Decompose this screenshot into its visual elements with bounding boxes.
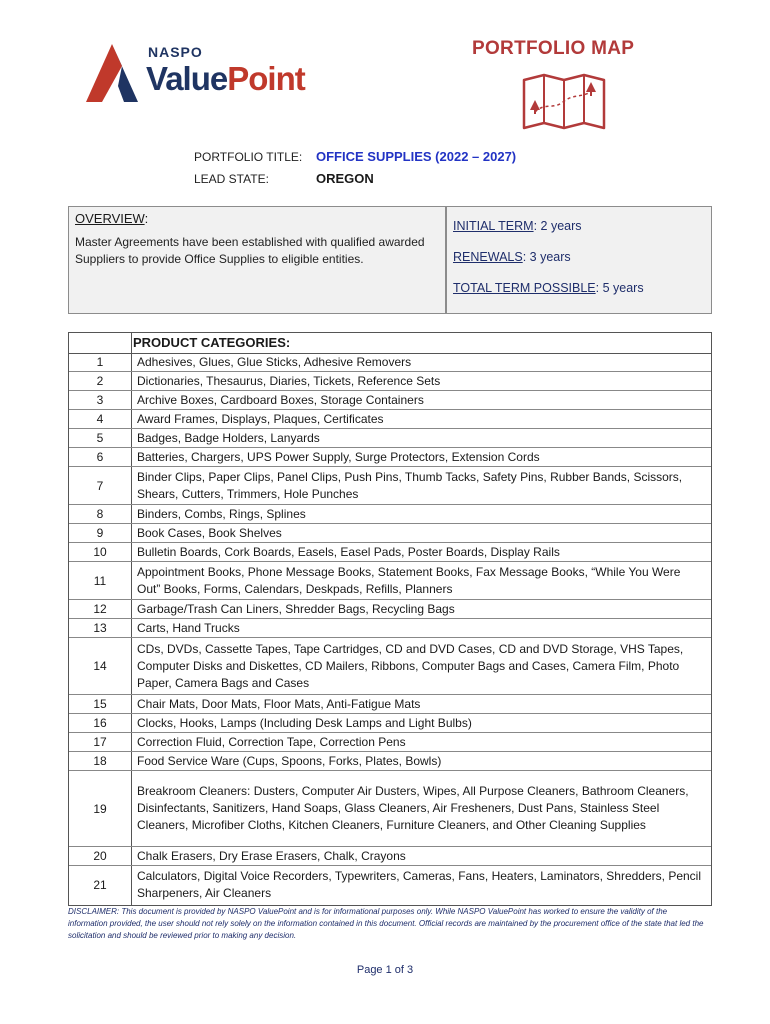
row-number: 20 <box>93 849 107 863</box>
row-category-text: Badges, Badge Holders, Lanyards <box>137 430 320 445</box>
logo-naspo-text: NASPO <box>148 44 203 60</box>
row-category-text: CDs, DVDs, Cassette Tapes, Tape Cartridges, CD and DVD Cases, CD and DVD Storage, VHS Tapes, Computer Disks and Diskettes, CD Mailers, Ribbons, Computer Bags and Cases, Camera Film, Photo Paper, Camera Bags and Cases <box>137 641 684 690</box>
page-number: Page 1 of 3 <box>356 964 414 976</box>
row-number: 2 <box>96 374 104 388</box>
row-category-text: Book Cases, Book Shelves <box>137 525 282 540</box>
row-number: 4 <box>96 412 104 426</box>
row-number: 15 <box>93 697 107 711</box>
row-number: 7 <box>96 478 104 493</box>
row-number: 17 <box>93 735 107 749</box>
row-category-text: Food Service Ware (Cups, Spoons, Forks, Plates, Bowls) <box>137 753 442 768</box>
row-category-text: Carts, Hand Trucks <box>137 620 240 635</box>
row-category-text: Breakroom Cleaners: Dusters, Computer Air Dusters, Wipes, All Purpose Cleaners, Bathroom Cleaners, Disinfectants, Sanitizers, Hand Soaps, Glass Cleaners, Air Fresheners, Dust Pans, Stainless Steel Cleaners, Microfiber Cloths, Kitchen Cleaners, Furniture Cleaners, and Other Cleaning Supplies <box>137 784 689 832</box>
document-title: PORTFOLIO MAP <box>472 38 635 59</box>
table-row <box>69 562 711 600</box>
table-row <box>69 733 711 752</box>
logo-point-part: Point <box>227 60 305 97</box>
table-row <box>69 714 711 733</box>
table-row <box>69 505 711 524</box>
row-number: 6 <box>96 450 104 464</box>
overview-box <box>68 206 446 314</box>
table-row <box>69 771 711 847</box>
table-row <box>69 429 711 448</box>
row-number: 21 <box>93 878 107 892</box>
row-number: 1 <box>96 355 104 369</box>
lead-state-value: OREGON <box>316 171 374 186</box>
table-row <box>69 638 711 695</box>
row-number: 16 <box>93 716 107 730</box>
logo-value-part: Value <box>146 60 228 97</box>
initial-term: INITIAL TERM: 2 years <box>453 219 582 233</box>
table-row <box>69 372 711 391</box>
overview-text: Master Agreements have been established with qualified awarded Suppliers to provide Office Supplies to eligible entities. <box>75 235 425 266</box>
row-number: 10 <box>93 545 107 559</box>
lead-state-label: LEAD STATE: <box>194 172 269 186</box>
row-category-text: Batteries, Chargers, UPS Power Supply, Surge Protectors, Extension Cords <box>137 449 540 464</box>
product-categories-heading: PRODUCT CATEGORIES: <box>133 335 291 350</box>
table-row <box>69 847 711 866</box>
row-category-text: Adhesives, Glues, Glue Sticks, Adhesive Removers <box>137 354 412 369</box>
table-row <box>69 600 711 619</box>
row-category-text: Binder Clips, Paper Clips, Panel Clips, Push Pins, Thumb Tacks, Safety Pins, Rubber Bands, Scissors, Shears, Cutters, Trimmers, Hole Punches <box>137 469 683 501</box>
table-row <box>69 410 711 429</box>
row-number: 9 <box>96 526 104 540</box>
table-row <box>69 391 711 410</box>
logo-mark-icon <box>82 40 142 106</box>
row-number: 3 <box>96 393 104 407</box>
row-number: 18 <box>93 754 107 768</box>
table-row <box>69 866 711 904</box>
row-category-text: Clocks, Hooks, Lamps (Including Desk Lamps and Light Bulbs) <box>137 715 472 730</box>
row-category-text: Calculators, Digital Voice Recorders, Typewriters, Cameras, Fans, Heaters, Laminators, Shredders, Pencil Sharpeners, Air Cleaners <box>137 869 702 900</box>
logo-valuepoint-text <box>146 60 305 98</box>
portfolio-title-label: PORTFOLIO TITLE: <box>194 150 303 164</box>
table-row <box>69 524 711 543</box>
row-number: 12 <box>93 602 107 616</box>
row-category-text: Award Frames, Displays, Plaques, Certificates <box>137 411 384 426</box>
row-category-text: Chair Mats, Door Mats, Floor Mats, Anti-Fatigue Mats <box>137 696 421 711</box>
table-row <box>69 467 711 505</box>
row-category-text: Archive Boxes, Cardboard Boxes, Storage Containers <box>137 392 424 407</box>
row-number: 14 <box>93 659 107 673</box>
table-row <box>69 619 711 638</box>
row-number: 8 <box>96 507 104 521</box>
row-number: 19 <box>93 801 107 816</box>
table-rows <box>69 353 711 904</box>
table-row <box>69 448 711 467</box>
overview-heading: OVERVIEW: <box>75 211 149 226</box>
row-category-text: Appointment Books, Phone Message Books, Statement Books, Fax Message Books, “While You Were Out” Books, Forms, Calendars, Deskpads, Refills, Planners <box>137 564 681 596</box>
portfolio-title-value: OFFICE SUPPLIES (2022 – 2027) <box>316 149 517 164</box>
product-categories-table <box>68 332 712 906</box>
row-category-text: Bulletin Boards, Cork Boards, Easels, Easel Pads, Poster Boards, Display Rails <box>137 544 560 559</box>
row-number: 5 <box>96 431 104 445</box>
row-category-text: Chalk Erasers, Dry Erase Erasers, Chalk, Crayons <box>137 848 406 863</box>
table-row <box>69 752 711 771</box>
row-category-text: Garbage/Trash Can Liners, Shredder Bags, Recycling Bags <box>137 601 455 616</box>
terms-box <box>446 206 712 314</box>
table-row <box>69 353 711 372</box>
total-term: TOTAL TERM POSSIBLE: 5 years <box>453 281 644 295</box>
row-category-text: Dictionaries, Thesaurus, Diaries, Tickets, Reference Sets <box>137 373 441 388</box>
row-category-text: Binders, Combs, Rings, Splines <box>137 506 306 521</box>
row-number: 13 <box>93 621 107 635</box>
table-row <box>69 695 711 714</box>
renewals-term: RENEWALS: 3 years <box>453 250 571 264</box>
row-number: 11 <box>93 573 107 588</box>
naspo-valuepoint-logo <box>82 40 305 106</box>
table-row <box>69 543 711 562</box>
disclaimer-text: DISCLAIMER: This document is provided by NASPO ValuePoint and is for informational purposes only. While NASPO ValuePoint has worked to ensure the validity of the information provided, the user should not rely solely on the information contained in this document. Official records are maintained by the procurement office of the state that led the solicitation and should be reviewed prior to making any decision. <box>68 907 704 940</box>
table-header <box>69 333 711 354</box>
row-category-text: Correction Fluid, Correction Tape, Correction Pens <box>137 734 406 749</box>
folded-map-icon <box>521 72 607 132</box>
